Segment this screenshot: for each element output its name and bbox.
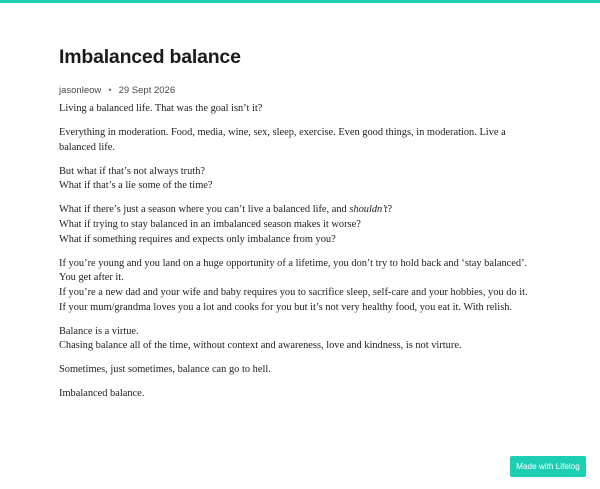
- post-meta: [59, 85, 545, 96]
- paragraph: [59, 257, 545, 315]
- paragraph: [59, 165, 545, 194]
- paragraph-line: What if trying to stay balanced in an imbalanced season makes it worse?: [59, 219, 361, 231]
- post-title: Imbalanced balance: [59, 46, 241, 68]
- paragraph-line: Everything in moderation. Food, media, wine, sex, sleep, exercise. Even good things, in moderation. Live a balanced life.: [59, 127, 506, 153]
- post-body: [59, 102, 545, 402]
- paragraph: [59, 102, 545, 117]
- paragraph-line: If your mum/grandma loves you a lot and cooks for you but it’s not very healthy food, you eat it. With relish.: [59, 301, 513, 313]
- paragraph-line: But what if that’s not always truth?: [59, 165, 206, 177]
- paragraph-line: Living a balanced life. That was the goal isn’t it?: [59, 103, 263, 114]
- paragraph-line: Sometimes, just sometimes, balance can go to hell.: [59, 364, 271, 376]
- author-link[interactable]: jasonleow: [59, 85, 102, 96]
- paragraph-line: Balance is a virtue.: [59, 325, 139, 337]
- made-with-lifelog-button[interactable]: Made with Lifelog: [510, 456, 586, 477]
- paragraph: [59, 126, 545, 155]
- paragraph-line: What if something requires and expects only imbalance from you?: [59, 233, 336, 245]
- paragraph-line: If you’re young and you land on a huge opportunity of a lifetime, you don’t try to hold back and ‘stay balanced’. You get after it.: [59, 257, 528, 284]
- top-accent-bar: [0, 0, 600, 3]
- text-segment: ?: [387, 204, 393, 216]
- paragraph-line: If you’re a new dad and your wife and baby requires you to sacrifice sleep, self-care and your hobbies, you do it.: [59, 286, 528, 298]
- paragraph-line: Imbalanced balance.: [59, 388, 145, 400]
- post-date: 29 Sept 2026: [118, 85, 176, 96]
- paragraph: [59, 325, 545, 354]
- text-segment: What if there’s just a season where you can’t live a balanced life, and: [59, 204, 350, 216]
- paragraph-line: Chasing balance all of the time, without context and awareness, love and kindness, is not virture.: [59, 340, 462, 352]
- meta-separator: •: [108, 85, 112, 96]
- paragraph-line: What if that’s a lie some of the time?: [59, 180, 213, 192]
- paragraph-line: [59, 203, 545, 218]
- paragraph: [59, 363, 545, 378]
- paragraph: [59, 203, 545, 247]
- article: [59, 46, 545, 412]
- emphasis-text: shouldn’t: [349, 204, 388, 216]
- paragraph: [59, 387, 545, 402]
